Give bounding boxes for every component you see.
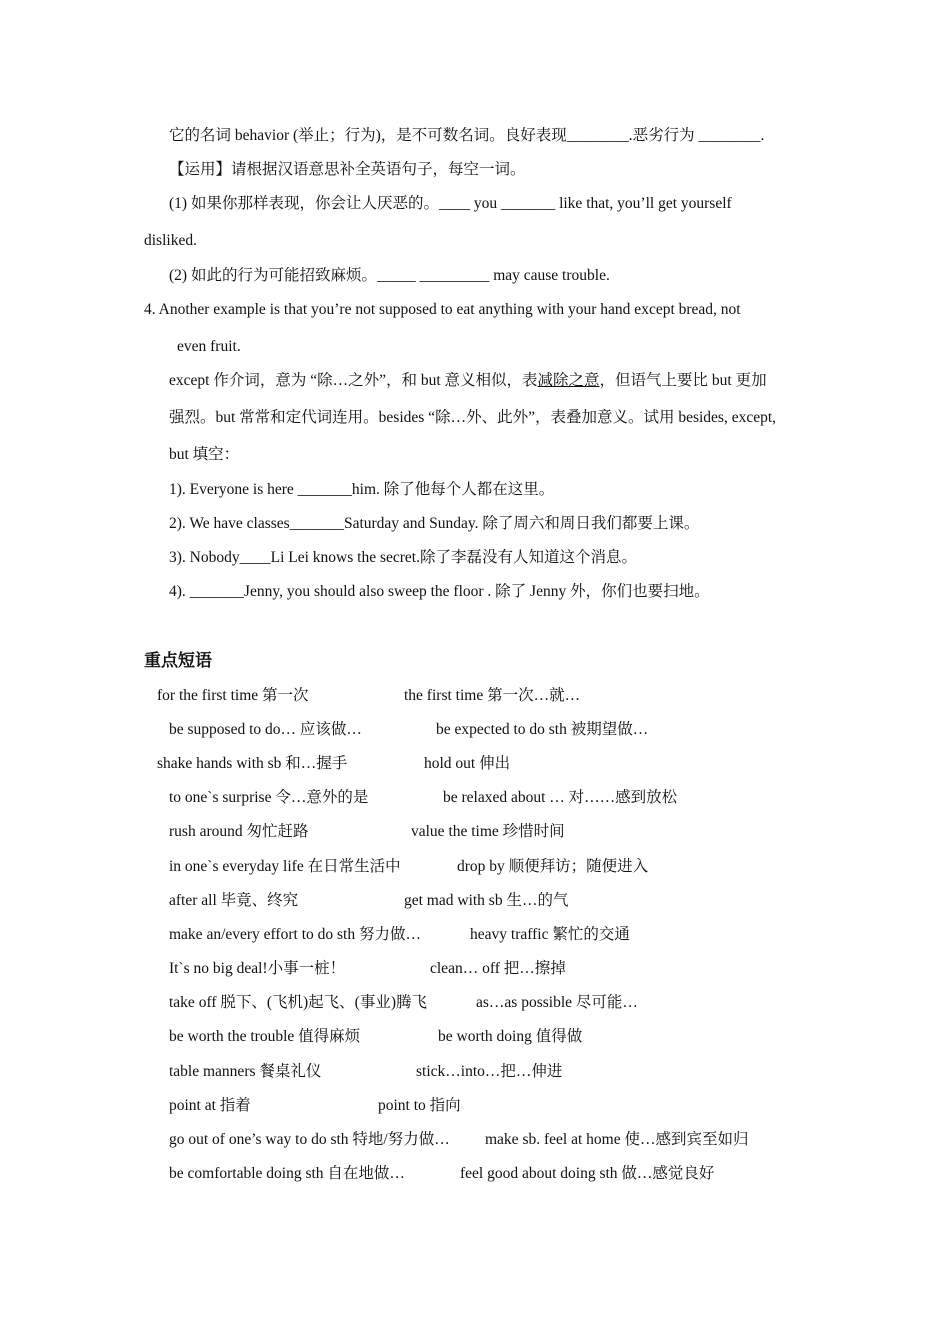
phrase-left: It`s no big deal!小事一桩！ [169, 960, 346, 977]
phrase-left: after all 毕竟、终究 [169, 892, 299, 909]
exercise-1-cont: disliked. [144, 232, 197, 249]
phrase-left: go out of one’s way to do sth 特地/努力做… [169, 1131, 450, 1148]
phrase-left: to one`s surprise 令…意外的是 [169, 789, 369, 806]
phrase-left: be comfortable doing sth 自在地做… [169, 1165, 405, 1182]
phrase-right: drop by 顺便拜访；随便进入 [457, 858, 649, 875]
question-4-cont: even fruit. [177, 338, 241, 355]
phrase-left: table manners 餐桌礼仪 [169, 1063, 322, 1080]
phrase-right: point to 指向 [378, 1097, 461, 1114]
phrase-left: take off 脱下、(飞机)起飞、(事业)腾飞 [169, 994, 428, 1011]
phrase-right: make sb. feel at home 使…感到宾至如归 [485, 1131, 749, 1148]
explanation-text: ，但语气上要比 but 更加 [599, 372, 767, 389]
fill-sentence-1: 1). Everyone is here _______him. 除了他每个人都在这里。 [169, 481, 555, 498]
question-4: 4. Another example is that you’re not supposed to eat anything with your hand except bread, not [144, 301, 741, 318]
phrase-left: be worth the trouble 值得麻烦 [169, 1028, 361, 1045]
phrase-right: hold out 伸出 [424, 755, 511, 772]
exercise-1: (1) 如果你那样表现，你会让人厌恶的。____ you _______ like that, you’ll get yourself [169, 195, 732, 212]
fill-sentence-3: 3). Nobody____Li Lei knows the secret.除了李磊没有人知道这个消息。 [169, 549, 637, 566]
phrase-right: be relaxed about … 对……感到放松 [443, 789, 678, 806]
except-explanation-2: 强烈。but 常常和定代词连用。besides “除…外、此外”，表叠加意义。试用 besides, except, [169, 409, 777, 426]
phrase-left: point at 指着 [169, 1097, 251, 1114]
phrase-right: clean… off 把…擦掉 [430, 960, 566, 977]
phrase-right: heavy traffic 繁忙的交通 [470, 926, 630, 943]
except-explanation-1 [169, 371, 767, 391]
phrase-right: as…as possible 尽可能… [476, 994, 638, 1011]
phrase-right: the first time 第一次…就… [404, 687, 581, 704]
phrase-right: value the time 珍惜时间 [411, 823, 565, 840]
underlined-term: 减除之意 [537, 372, 600, 389]
phrase-right: be expected to do sth 被期望做… [436, 721, 649, 738]
phrase-left: rush around 匆忙赶路 [169, 823, 309, 840]
phrase-right: get mad with sb 生…的气 [404, 892, 569, 909]
fill-sentence-4: 4). _______Jenny, you should also sweep the floor . 除了 Jenny 外，你们也要扫地。 [169, 583, 710, 600]
phrase-right: stick…into…把…伸进 [416, 1063, 563, 1080]
phrases-heading: 重点短语 [144, 651, 212, 671]
phrase-left: make an/every effort to do sth 努力做… [169, 926, 421, 943]
phrase-left: shake hands with sb 和…握手 [157, 755, 348, 772]
behavior-note: 它的名词 behavior (举止；行为)，是不可数名词。良好表现________.恶劣行为 ________. [169, 127, 765, 144]
phrase-left: for the first time 第一次 [157, 687, 309, 704]
phrase-left: be supposed to do… 应该做… [169, 721, 362, 738]
except-explanation-3: but 填空： [169, 446, 240, 463]
explanation-text: except 作介词，意为 “除…之外”，和 but 意义相似，表 [169, 372, 538, 389]
phrase-right: feel good about doing sth 做…感觉良好 [460, 1165, 715, 1182]
phrase-left: in one`s everyday life 在日常生活中 [169, 858, 401, 875]
fill-sentence-2: 2). We have classes_______Saturday and Sunday. 除了周六和周日我们都要上课。 [169, 515, 700, 532]
exercise-instruction: 【运用】请根据汉语意思补全英语句子，每空一词。 [169, 161, 526, 178]
phrase-right: be worth doing 值得做 [438, 1028, 583, 1045]
exercise-2: (2) 如此的行为可能招致麻烦。_____ _________ may cause trouble. [169, 267, 610, 284]
